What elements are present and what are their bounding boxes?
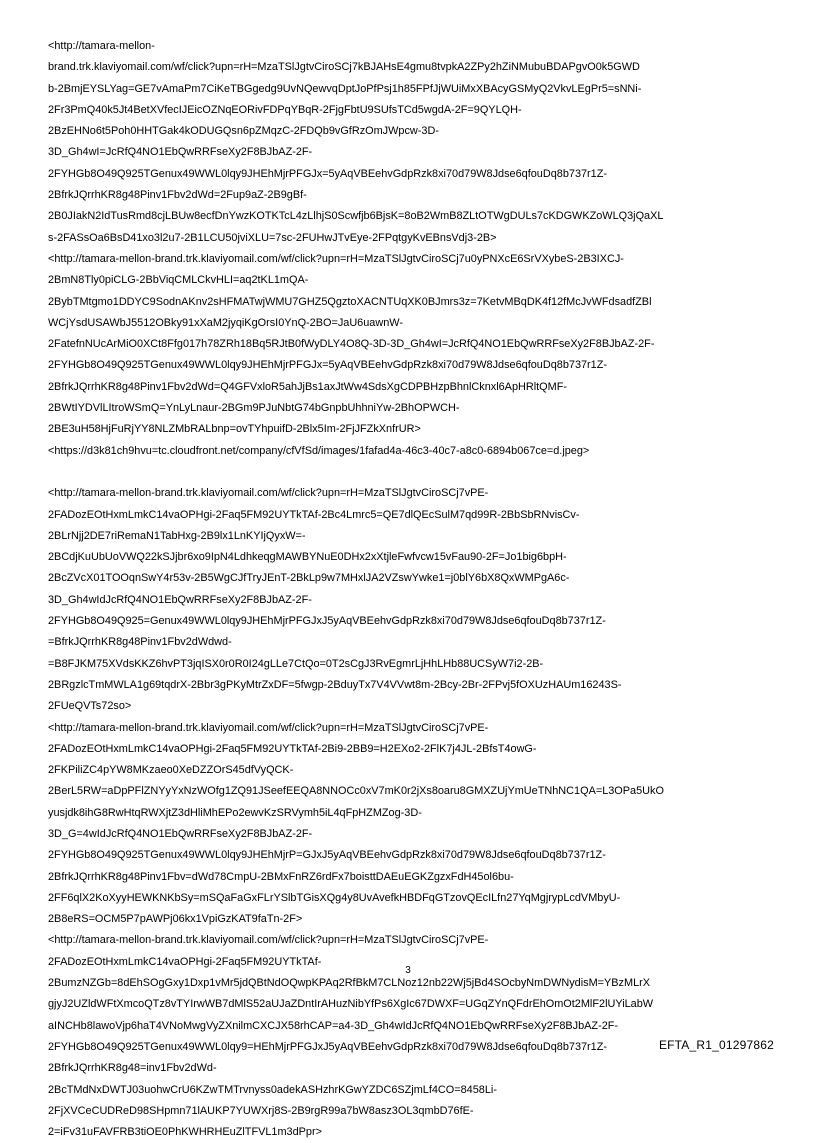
text-line: 3D_G=4wIdJcRfQ4NO1EbQwRRFseXy2F8BJbAZ-2F- (48, 827, 313, 840)
document-body (48, 36, 776, 1143)
text-line: 2BumzNZGb=8dEhSOgGxy1Dxp1vMr5jdQBtNdOQwpKPAq2RfBkM7CLNoz12nb22Wj5jBd4SOcbyNmDWNydisM=YBzMLrX (48, 977, 651, 990)
text-line: 3D_Gh4wIdJcRfQ4NO1EbQwRRFseXy2F8BJbAZ-2F- (48, 593, 312, 606)
text-line: 2BfrkJQrrhKR8g48Pinv1Fbv2dWd=Q4GFVxloR5ahJjBs1axJtWw4SdsXgCDPBHzpBhnlCknxl6ApHRltQMF- (48, 380, 568, 393)
text-line: =B8FJKM75XVdsKKZ6hvPT3jqISX0r0R0I24gLLe7CtQo=0T2sCgJ3RvEgmrLjHhLHb88UCSyW7i2-2B- (48, 657, 544, 670)
text-line: =BfrkJQrrhKR8g48Pinv1Fbv2dWdwd- (48, 636, 232, 649)
text-line: <https://d3k81ch9hvu=tc.cloudfront.net/company/cfVfSd/images/1fafad4a-46c3-40c7-a8c0-6894b067ce=d.jpeg> (48, 444, 590, 457)
text-line: 2BzEHNo6t5Poh0HHTGak4kODUGQsn6pZMqzC-2FDQb9vGfRzOmJWpcw-3D- (48, 125, 439, 138)
text-line: 2BE3uH58HjFuRjYY8NLZMbRALbnp=ovTYhpuifD-2Blx5Im-2FjJFZkXnfrUR> (48, 423, 421, 436)
paragraph (48, 36, 776, 462)
text-line: 2BerL5RW=aDpPFlZNYyYxNzWOfg1ZQ91JSeefEEQA8NNOCc0xV7mK0r2jXs8oaru8GMXZUjYmUeTNhNC1QA=L3OPa5UkO (48, 785, 664, 798)
text-line: 2FKPiliZC4pYW8MKzaeo0XeDZZOrS45dfVyQCK- (48, 764, 294, 777)
text-line: 2BfrkJQrrhKR8g48Pinv1Fbv=dWd78CmpU-2BMxFnRZ6rdFx7boisttDAEuEGKZgzxFdH45ol6bu- (48, 870, 514, 883)
text-line: 2FjXVCeCUDReD98SHpmn71lAUKP7YUWXrj8S-2B9rgR99a7bW8asz3OL3qmbD76fE- (48, 1104, 474, 1117)
text-line: brand.trk.klaviyomail.com/wf/click?upn=rH=MzaTSlJgtvCiroSCj7kBJAHsE4gmu8tvpkA2ZPy2hZiNMubuBDAPgvO0k5GWD (48, 61, 640, 74)
text-line: 2=iFv31uFAVFRB3tiOE0PhKWHRHEuZlTFVL1m3dPpr> (48, 1126, 322, 1139)
text-line: 2FADozEOtHxmLmkC14vaOPHgi-2Faq5FM92UYTkTAf- (48, 955, 322, 968)
text-line: <http://tamara-mellon-brand.trk.klaviyomail.com/wf/click?upn=rH=MzaTSlJgtvCiroSCj7vPE- (48, 487, 489, 500)
text-line: 2BcTMdNxDWTJ03uohwCrU6KZwTMTrvnyss0adekASHzhrKGwYZDC6SZjmLf4CO=8458Li- (48, 1083, 497, 1096)
text-line: 2FYHGb8O49Q925TGenux49WWL0lqy9JHEhMjrPFGJx=5yAqVBEehvGdpRzk8xi70d79W8Jdse6qfouDq8b737r1Z- (48, 167, 608, 180)
text-line: <http://tamara-mellon-brand.trk.klaviyomail.com/wf/click?upn=rH=MzaTSlJgtvCiroSCj7u0yPNXcE6SrVXybeS-2B3IXCJ- (48, 252, 624, 265)
text-line: 2BcZVcX01TOOqnSwY4r53v-2B5WgCJfTryJEnT-2BkLp9w7MHxlJA2VZswYwke1=j0blY6bX8QxWMPgA6c- (48, 572, 570, 585)
text-line: 2FADozEOtHxmLmkC14vaOPHgi-2Faq5FM92UYTkTAf-2Bi9-2BB9=H2EXo2-2FlK7j4JL-2BfsT4owG- (48, 742, 537, 755)
paragraph-spacer (48, 462, 776, 483)
text-line: <http://tamara-mellon- (48, 40, 155, 52)
page-number: 3 (405, 965, 411, 976)
text-line: aINCHb8lawoVjp6haT4VNoMwgVyZXnilmCXCJX58rhCAP=a4-3D_Gh4wIdJcRfQ4NO1EbQwRRFseXy2F8BJbAZ-2F- (48, 1019, 619, 1032)
text-line: yusjdk8ihG8RwHtqRWXjtZ3dHliMhEPo2ewvKzSRVymh5iL4qFpHZMZog-3D- (48, 806, 422, 819)
text-line: <http://tamara-mellon-brand.trk.klaviyomail.com/wf/click?upn=rH=MzaTSlJgtvCiroSCj7vPE- (48, 934, 489, 947)
text-line: 2FYHGb8O49Q925TGenux49WWL0lqy9JHEhMjrPFGJx=5yAqVBEehvGdpRzk8xi70d79W8Jdse6qfouDq8b737r1Z- (48, 359, 608, 372)
text-line: 2FatefnNUcArMiO0XCt8Ffg017h78ZRh18Bq5RJtB0fWyDLY4O8Q-3D-3D_Gh4wI=JcRfQ4NO1EbQwRRFseXy2F8BJbAZ-2F- (48, 338, 655, 351)
text-line: b-2BmjEYSLYag=GE7vAmaPm7CiKeTBGgedg9UvNQewvqDptJoPfPsj1h85FPfJjWUiMxXBAcyGSMyQ2VkvLEgPr5=sNNi- (48, 82, 642, 95)
text-line: 2BLrNjj2DE7riRemaN1TabHxg-2B9lx1LnKYIjQyxW=- (48, 529, 306, 542)
text-line: 2BfrkJQrrhKR8g48=inv1Fbv2dWd- (48, 1062, 217, 1075)
text-line: 2FUeQVTs72so> (48, 700, 132, 713)
text-line: 2FYHGb8O49Q925TGenux49WWL0lqy9JHEhMjrP=GJxJ5yAqVBEehvGdpRzk8xi70d79W8Jdse6qfouDq8b737r1Z- (48, 849, 606, 862)
text-line: 2FADozEOtHxmLmkC14vaOPHgi-2Faq5FM92UYTkTAf-2Bc4Lmrc5=QE7dlQEcSulM7qd99R-2BbSbRNvisCv- (48, 508, 580, 521)
text-line: s-2FASsOa6BsD41xo3l2u7-2B1LCU50jviXLU=7sc-2FUHwJTvEye-2FPqtgyKvEBnsVdj3-2B> (48, 231, 497, 244)
text-line: 2FF6qlX2KoXyyHEWKNKbSy=mSQaFaGxFLrYSlbTGisXQg4y8UvAvefkHBDFqGTzovQEcILfn27YqMgjrypLcdVMbyU- (48, 891, 621, 904)
text-line: 2BybTMtgmo1DDYC9SodnAKnv2sHFMATwjWMU7GHZ5QgztoXACNTUqXK0BJmrs3z=7KetvMBqDK4f12fMcJvWFdsadfZBl (48, 295, 652, 308)
text-line: 2FYHGb8O49Q925TGenux49WWL0lqy9=HEhMjrPFGJxJ5yAqVBEehvGdpRzk8xi70d79W8Jdse6qfouDq8b737r1Z- (48, 1040, 608, 1053)
text-line: 2B8eRS=OCM5P7pAWPj06kx1VpiGzKAT9faTn-2F> (48, 913, 303, 926)
text-line: 2BWtIYDVlLItroWSmQ=YnLyLnaur-2BGm9PJuNbtG74bGnpbUhhniYw-2BhOPWCH- (48, 402, 460, 415)
text-line: 2Fr3PmQ40k5Jt4BetXVfecIJEicOZNqEORivFDPqYBqR-2FjgFbtU9SUfsTCd5wgdA-2F=9QYLQH- (48, 103, 522, 116)
text-line: 2BCdjKuUbUoVWQ22kSJjbr6xo9IpN4LdhkeqgMAWBYNuE0DHx2xXtjleFwfvcw15vFau90-2F=Jo1big6bpH- (48, 551, 567, 564)
text-line: 2BRgzlcTmMWLA1g69tqdrX-2Bbr3gPKyMtrZxDF=5fwgp-2BduyTx7V4VVwt8m-2Bcy-2Br-2FPvj5fOXUzHAUm16243S- (48, 678, 622, 691)
text-line: 2BfrkJQrrhKR8g48Pinv1Fbv2dWd=2Fup9aZ-2B9gBf- (48, 189, 307, 202)
text-line: WCjYsdUSAWbJ5512OBky91xXaM2jyqiKgOrsI0YnQ-2BO=JaU6uawnW- (48, 316, 403, 329)
text-line: 2BmN8Tly0piCLG-2BbViqCMLCkvHLI=aq2tKL1mQA- (48, 274, 309, 287)
text-line: 2FYHGb8O49Q925=Genux49WWL0lqy9JHEhMjrPFGJxJ5yAqVBEehvGdpRzk8xi70d79W8Jdse6qfouDq8b737r1Z- (48, 615, 606, 628)
text-line: 3D_Gh4wI=JcRfQ4NO1EbQwRRFseXy2F8BJbAZ-2F- (48, 146, 313, 159)
text-line: 2B0JIakN2IdTusRmd8cjLBUw8ecfDnYwzKOTKTcL4zLlhjS0Scwfjb6BjsK=8oB2WmB8ZLtOTWgDULs7cKDGWKZoWLQ3jQaXL (48, 210, 664, 223)
text-line: <http://tamara-mellon-brand.trk.klaviyomail.com/wf/click?upn=rH=MzaTSlJgtvCiroSCj7vPE- (48, 721, 489, 734)
text-line: gjyJ2UZldWFtXmcoQTz8vTYIrwWB7dMlS52aUJaZDntIrAHuzNibYfPs6XgIc67DWXF=UGqZYnQFdrEhOmOt2MlF2lUYiLabW (48, 998, 654, 1011)
bates-stamp: EFTA_R1_01297862 (658, 1038, 774, 1052)
